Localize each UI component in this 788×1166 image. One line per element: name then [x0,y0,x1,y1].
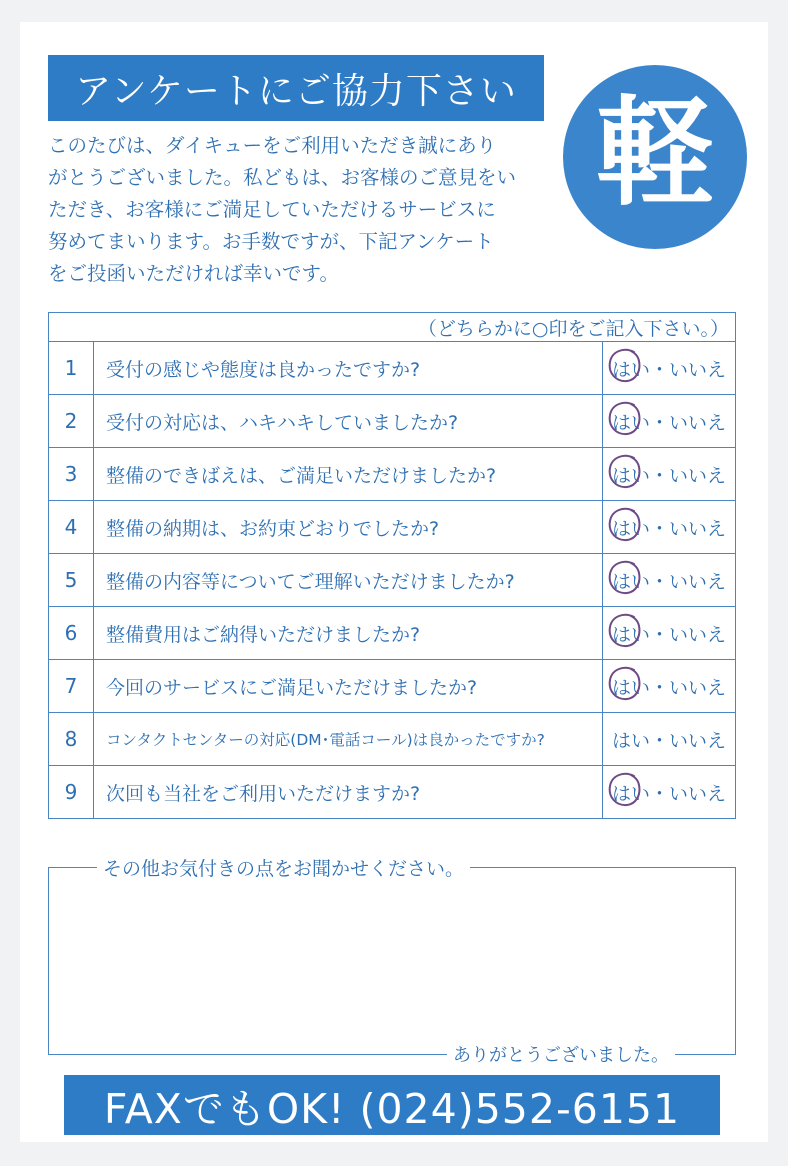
fax-text: FAXでもOK! (024)552-6151 [103,1084,681,1133]
answer-no[interactable]: いいえ [669,729,727,752]
answer-no[interactable]: いいえ [669,464,727,487]
answer-yes[interactable] [612,567,650,594]
question-number: 2 [49,395,94,448]
answer-cell[interactable] [603,660,736,713]
thanks-text: ありがとうございました。 [447,1041,675,1067]
answer-yes-label: はい [611,570,650,593]
question-row [49,501,736,554]
question-number: 3 [49,448,94,501]
question-text: 受付の対応は、ハキハキしていましたか? [94,395,603,448]
question-number: 1 [49,342,94,395]
answer-yes-label: はい [611,358,650,381]
question-row [49,554,736,607]
intro-paragraph: このたびは、ダイキューをご利用いただき誠にあり がとうございました。私どもは、お客様のご意見をい ただき、お客様にご満足していただけるサービスに 努めてまいります。お手数ですが、下記アンケート をご投函いただければ幸いです。 [48,134,517,285]
answer-yes[interactable] [612,620,650,647]
answer-no[interactable]: いいえ [669,411,727,434]
answer-yes-label: はい [611,782,650,805]
answer-separator: ・ [649,676,669,699]
answer-no[interactable]: いいえ [669,676,727,699]
question-text: 整備の内容等についてご理解いただけましたか? [94,554,603,607]
light-vehicle-stamp-logo [560,62,750,252]
answer-separator: ・ [649,358,669,381]
question-text: 整備の納期は、お約束どおりでしたか? [94,501,603,554]
question-text: 受付の感じや態度は良かったですか? [94,342,603,395]
answer-yes-label: はい [611,623,650,646]
answer-yes[interactable] [612,408,650,435]
answer-cell[interactable] [603,342,736,395]
answer-yes[interactable] [612,673,650,700]
comment-box[interactable] [48,858,736,1066]
survey-table [48,312,736,819]
answer-yes[interactable] [612,779,650,806]
question-number: 7 [49,660,94,713]
answer-separator: ・ [649,464,669,487]
answer-cell[interactable] [603,554,736,607]
answer-separator: ・ [649,782,669,805]
question-number: 8 [49,713,94,766]
answer-cell[interactable] [603,448,736,501]
stamp-character: 軽 [595,84,715,222]
answer-yes[interactable] [612,514,650,541]
question-text: 今回のサービスにご満足いただけましたか? [94,660,603,713]
question-number: 5 [49,554,94,607]
question-row [49,713,736,766]
question-row [49,342,736,395]
answer-yes[interactable] [612,726,650,753]
answer-no[interactable]: いいえ [669,517,727,540]
answer-cell[interactable] [603,766,736,819]
answer-separator: ・ [649,517,669,540]
answer-separator: ・ [649,729,669,752]
question-row [49,395,736,448]
answer-no[interactable]: いいえ [669,782,727,805]
answer-yes[interactable] [612,461,650,488]
answer-cell[interactable] [603,607,736,660]
question-number: 9 [49,766,94,819]
answer-yes-label: はい [611,676,650,699]
answer-no[interactable]: いいえ [669,570,727,593]
answer-yes[interactable] [612,355,650,382]
answer-separator: ・ [649,570,669,593]
page-title [48,55,544,121]
question-number: 6 [49,607,94,660]
answer-yes-label: はい [611,411,650,434]
question-number: 4 [49,501,94,554]
fax-banner [64,1075,720,1135]
answer-yes-label: はい [611,517,650,540]
instruction-text: （どちらかに○印をご記入下さい。） [49,313,736,342]
answer-cell[interactable] [603,501,736,554]
answer-cell[interactable] [603,713,736,766]
answer-separator: ・ [649,623,669,646]
question-text: 次回も当社をご利用いただけますか? [94,766,603,819]
answer-cell[interactable] [603,395,736,448]
question-text: 整備のできばえは、ご満足いただけましたか? [94,448,603,501]
question-row [49,766,736,819]
question-row [49,607,736,660]
question-row [49,660,736,713]
answer-yes-label: はい [611,464,650,487]
answer-no[interactable]: いいえ [669,358,727,381]
answer-separator: ・ [649,411,669,434]
question-text: コンタクトセンターの対応(DM･電話コール)は良かったですか? [94,713,603,766]
answer-yes-label: はい [611,729,650,752]
question-row [49,448,736,501]
comment-label: その他お気付きの点をお聞かせください。 [97,854,470,881]
answer-no[interactable]: いいえ [669,623,727,646]
page-title-text: アンケートにご協力下さい [75,70,517,112]
instruction-row [49,313,736,342]
question-text: 整備費用はご納得いただけましたか? [94,607,603,660]
